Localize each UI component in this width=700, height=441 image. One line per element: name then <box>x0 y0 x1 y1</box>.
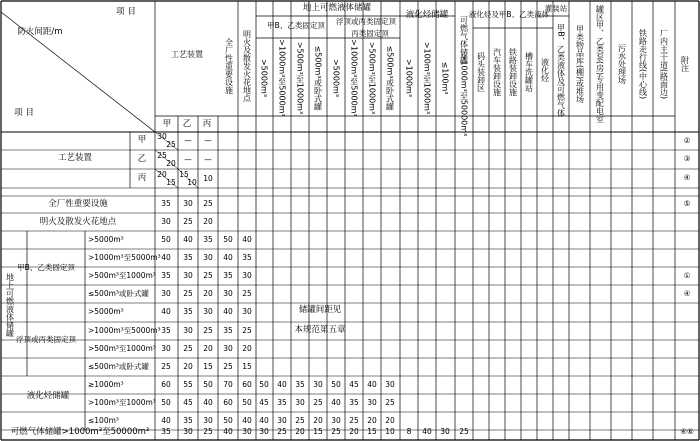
cell-value: 15 <box>203 362 213 371</box>
corner-bottom: 项 目 <box>14 108 34 118</box>
cell-value: 35 <box>183 253 193 262</box>
cell-value: 30 <box>259 427 269 436</box>
col-size2-500-1000: >500m³至1000m³ <box>367 41 377 115</box>
cell-value: 30 <box>223 344 233 353</box>
cell-value: 55 <box>183 380 193 389</box>
col-sewage: 污水处理场 <box>617 44 627 84</box>
row-size-label: >500m³至1000m³ <box>88 271 156 280</box>
cell-value: 25 <box>223 362 233 371</box>
cell-value: 35 <box>183 416 193 425</box>
col-lpg-loading: 液化烃 <box>540 58 550 82</box>
cell-value: 15 <box>166 178 176 187</box>
cell-value: 25 <box>277 427 287 436</box>
col-road: 厂内主干道(路面边) <box>659 28 669 100</box>
cell-value: — <box>184 155 192 164</box>
row-process-device: 工艺装置 <box>57 153 93 163</box>
cell-value: 35 <box>223 271 233 280</box>
col-fixed-roof-c: 丙类固定顶 <box>351 29 389 38</box>
cell-value: 20 <box>203 344 213 353</box>
col-plant-important: 全厂性重要设施 <box>224 38 234 94</box>
cell-value: 40 <box>161 416 171 425</box>
row-open-fire: 明火及散发火花地点 <box>39 217 117 227</box>
col-loading-group: 液化烃及甲B、乙类液体 <box>468 10 550 19</box>
cell-value: 20 <box>242 344 252 353</box>
cell-value: 30 <box>203 416 213 425</box>
row-gas-tank: 可燃气体储罐>1000m³至50000m³ <box>10 427 150 437</box>
cell-value: 45 <box>259 398 269 407</box>
cell-value: 25 <box>385 398 395 407</box>
row-lpg: 液化烃储罐 <box>26 391 70 401</box>
cell-value: 35 <box>242 253 252 262</box>
cell-value: 30 <box>295 398 305 407</box>
cell-value: 30 <box>242 427 252 436</box>
col-process-device: 工艺装置 <box>171 50 203 59</box>
cell-value: 20 <box>367 416 377 425</box>
row-size-label: ≤100m³ <box>88 416 119 425</box>
cell-value: 25 <box>203 271 213 280</box>
cell-value: 35 <box>277 398 287 407</box>
cell-value: 20 <box>203 217 213 226</box>
cell-value: — <box>184 136 192 145</box>
col-substation: 罐区甲、乙类泵(房)专用变配电室 <box>595 4 605 124</box>
row-size-label: ≤500m³或卧式罐 <box>88 362 149 371</box>
cell-value: 30 <box>161 289 171 298</box>
cell-value: 50 <box>161 235 171 244</box>
cell-value: 25 <box>295 416 305 425</box>
row-cat-a: 甲 <box>137 135 147 145</box>
col-size-500-1000: >500m³至1000m³ <box>295 41 305 115</box>
col-size-over5000: >5000m³ <box>259 58 269 98</box>
cell-value: 25 <box>242 326 252 335</box>
cell-value: 30 <box>161 217 171 226</box>
cell-value: 25 <box>161 362 171 371</box>
cell-value: 30 <box>242 271 252 280</box>
row-size-label: >1000m³至5000m³ <box>88 326 161 335</box>
row-floating: 浮顶或丙类固定顶 <box>16 335 76 344</box>
cell-value: 25 <box>183 217 193 226</box>
cell-value: 40 <box>422 427 432 436</box>
cell-value: 25 <box>331 427 341 436</box>
cell-value: 50 <box>259 380 269 389</box>
row-size-label: >100m³至1000m³ <box>88 398 156 407</box>
cell-value: 30 <box>161 344 171 353</box>
col-flammable-tank: 地上可燃液体储罐 <box>302 3 372 13</box>
cell-value: 25 <box>183 344 193 353</box>
row-size-label: >1000m³至5000m³ <box>88 253 161 262</box>
cell-value: 45 <box>349 380 359 389</box>
cell-value: 30 <box>242 307 252 316</box>
col-truck-loading: 汽车装卸设施 <box>492 48 502 96</box>
cell-value: 35 <box>161 199 171 208</box>
cell-value: 40 <box>161 253 171 262</box>
cell-value: 30 <box>203 253 213 262</box>
cell-value: 25 <box>203 326 213 335</box>
cell-value: 40 <box>161 307 171 316</box>
cell-value: — <box>204 155 212 164</box>
cell-value: 25 <box>313 398 323 407</box>
col-filling-station: 灌装站 <box>544 4 568 13</box>
annotation-mark: ⑤ <box>683 199 691 208</box>
annotation-mark: ④⑥ <box>680 427 694 436</box>
cell-value: 20 <box>166 159 176 168</box>
cell-value: 20 <box>183 362 193 371</box>
col-cat-b: 乙 <box>182 119 192 129</box>
annotation-mark: ② <box>683 136 691 145</box>
col-size-le500: ≤500m³或卧式罐 <box>313 45 323 111</box>
cell-value: 40 <box>277 380 287 389</box>
cell-value: 35 <box>223 326 233 335</box>
row-size-label: >5000m³ <box>88 307 124 316</box>
cell-value: 60 <box>161 380 171 389</box>
cell-value: 40 <box>183 235 193 244</box>
note-text-2: 本规范第五章 <box>294 325 346 335</box>
cell-value: 30 <box>367 398 377 407</box>
col-terminal: 码头装卸区 <box>476 52 486 92</box>
cell-value: 40 <box>331 398 341 407</box>
cell-value: 10 <box>187 178 197 187</box>
cell-value: 30 <box>277 416 287 425</box>
col-size-1000-5000: >1000m³至5000m³ <box>277 39 287 117</box>
col-cat-a: 甲 <box>162 119 172 129</box>
row-size-label: >5000m³ <box>88 235 124 244</box>
cell-value: 30 <box>203 307 213 316</box>
col-size2-1000-5000: >1000m³至5000m³ <box>349 39 359 117</box>
annotation-mark: ① <box>683 271 691 280</box>
annotation-mark: ④ <box>683 289 691 298</box>
col-cat-c: 丙 <box>202 119 212 129</box>
col-size2-le500: ≤500m³或卧式罐 <box>385 45 395 111</box>
col-size2-over5000: >5000m³ <box>331 58 341 98</box>
cell-value: 40 <box>367 380 377 389</box>
cell-value: 40 <box>223 307 233 316</box>
cell-value: 30 <box>440 427 450 436</box>
col-flammable-loading: 甲B、乙类液体及可燃气体 <box>556 23 566 117</box>
row-plant-important: 全厂性重要设施 <box>48 199 108 209</box>
cell-value: 25 <box>157 151 167 160</box>
cell-value: 35 <box>203 235 213 244</box>
cell-value: 40 <box>242 235 252 244</box>
cell-value: 30 <box>385 380 395 389</box>
cell-value: 35 <box>161 271 171 280</box>
cell-value: 35 <box>161 427 171 436</box>
cell-value: 40 <box>223 427 233 436</box>
col-rail-loading: 铁路装卸设施 <box>508 48 518 96</box>
cell-value: 20 <box>295 427 305 436</box>
cell-value: 15 <box>242 362 252 371</box>
cell-value: 45 <box>183 398 193 407</box>
row-flammable-group: 地上可燃液体储罐 <box>5 273 15 337</box>
cell-value: 20 <box>313 416 323 425</box>
cell-value: 25 <box>242 289 252 298</box>
cell-value: 40 <box>203 398 213 407</box>
row-cat-c: 丙 <box>137 173 147 183</box>
cell-value: 50 <box>203 380 213 389</box>
cell-value: 20 <box>203 289 213 298</box>
cell-value: 20 <box>385 416 395 425</box>
row-size-label: >500m³至1000m³ <box>88 344 156 353</box>
col-gas-tank: 可燃气体储罐 <box>459 16 469 64</box>
col-gas-tank-range: >1000m³至50000m³ <box>459 53 469 137</box>
corner-top: 项 目 <box>116 7 136 17</box>
cell-value: 35 <box>295 380 305 389</box>
cell-value: 50 <box>223 416 233 425</box>
cell-value: — <box>204 136 212 145</box>
cell-value: 50 <box>161 398 171 407</box>
cell-value: 20 <box>157 170 167 179</box>
cell-value: 30 <box>183 199 193 208</box>
col-open-fire: 明火及散发火花地点 <box>242 30 252 102</box>
cell-value: 50 <box>223 235 233 244</box>
col-rail-line: 铁路走行线(中心线) <box>638 28 648 100</box>
cell-value: 30 <box>223 289 233 298</box>
cell-value: 30 <box>183 427 193 436</box>
cell-value: 50 <box>242 398 252 407</box>
cell-value: 40 <box>242 416 252 425</box>
row-size-label: ≥1000m³ <box>88 380 124 389</box>
row-cat-b: 乙 <box>137 154 147 164</box>
cell-value: 15 <box>179 170 189 179</box>
cell-value: 20 <box>349 427 359 436</box>
cell-value: 8 <box>406 427 412 436</box>
row-size-label: ≤500m³或卧式罐 <box>88 289 149 298</box>
cell-value: 35 <box>349 398 359 407</box>
cell-value: 60 <box>242 380 252 389</box>
cell-value: 15 <box>367 427 377 436</box>
cell-value: 70 <box>223 380 233 389</box>
cell-value: 10 <box>203 174 213 183</box>
corner-fire-distance: 防火间距/m <box>17 27 63 37</box>
cell-value: 15 <box>313 427 323 436</box>
cell-value: 25 <box>203 427 213 436</box>
cell-value: 35 <box>183 307 193 316</box>
col-floating-roof: 浮顶或丙类固定顶 <box>336 17 396 26</box>
cell-value: 10 <box>385 427 395 436</box>
col-lpg-over1000: >1000m³ <box>404 58 414 98</box>
cell-value: 25 <box>166 140 176 149</box>
col-notes: 附注 <box>680 56 690 72</box>
cell-value: 30 <box>183 326 193 335</box>
cell-value: 35 <box>161 326 171 335</box>
row-fixed-ab: 甲B、乙类固定顶 <box>17 263 75 272</box>
cell-value: 30 <box>313 380 323 389</box>
cell-value: 60 <box>223 398 233 407</box>
cell-value: 30 <box>331 416 341 425</box>
cell-value: 40 <box>223 253 233 262</box>
cell-value: 30 <box>183 271 193 280</box>
col-tank-wash: 槽车洗罐站 <box>524 52 534 92</box>
cell-value: 30 <box>157 132 167 141</box>
col-fixed-roof-ab: 甲B、乙类固定顶 <box>267 21 325 30</box>
cell-value: 25 <box>459 427 469 436</box>
col-cat-a-warehouse: 甲类物品库(棚)或堆场 <box>575 24 585 104</box>
annotation-mark: ③ <box>683 154 691 163</box>
annotation-mark: ④ <box>683 173 691 182</box>
cell-value: 40 <box>259 416 269 425</box>
col-lpg-100-1000: >100m³至1000m³ <box>422 41 432 115</box>
cell-value: 50 <box>331 380 341 389</box>
cell-value: 25 <box>349 416 359 425</box>
col-lpg-tank: 液化烃储罐 <box>405 10 449 20</box>
note-text-1: 储罐间距见 <box>298 305 342 315</box>
col-lpg-le100: ≤100m³ <box>440 61 450 95</box>
cell-value: 25 <box>183 289 193 298</box>
cell-value: 25 <box>203 199 213 208</box>
